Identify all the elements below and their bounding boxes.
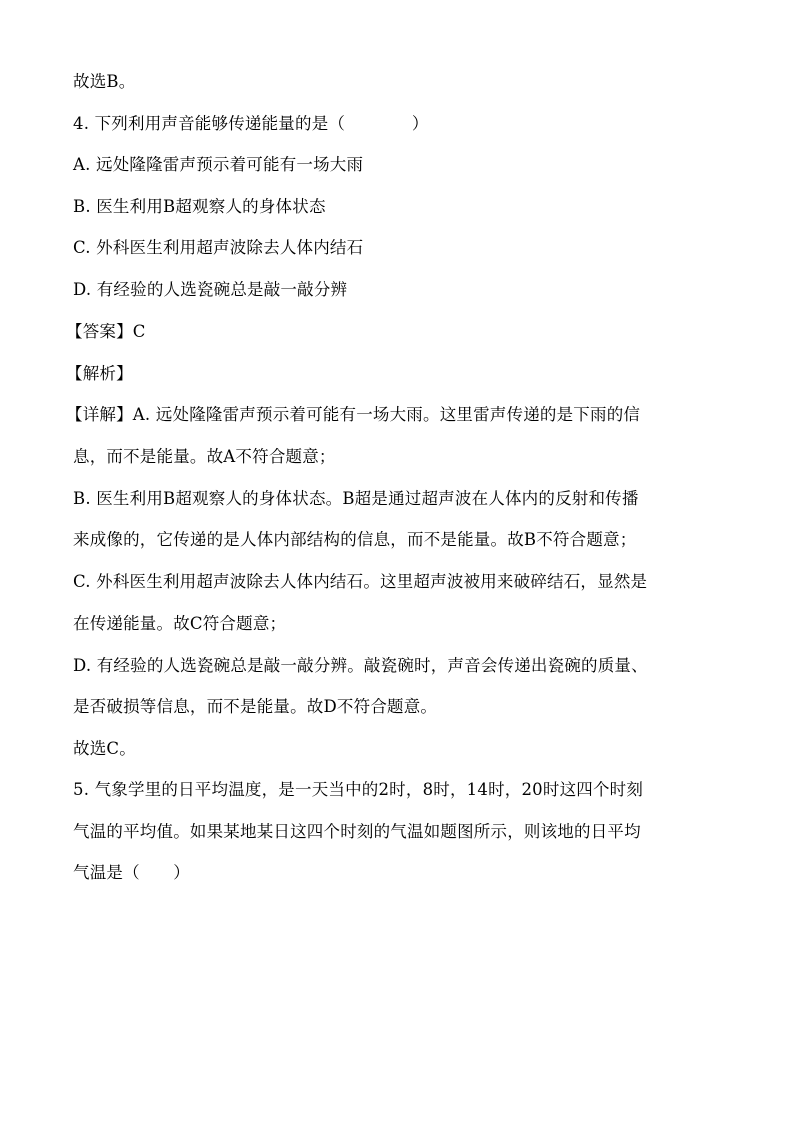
conclusion-q3: 故选B。 [73, 72, 136, 91]
detail-a-line-2: 息，而不是能量。故A不符合题意； [73, 447, 336, 466]
detail-c-line-2: 在传递能量。故C符合题意； [73, 614, 287, 633]
detail-a-line-1: 【详解】A. 远处隆隆雷声预示着可能有一场大雨。这里雷声传递的是下雨的信 [66, 405, 641, 424]
conclusion-q4: 故选C。 [73, 739, 136, 758]
question-4-option-a: A. 远处隆隆雷声预示着可能有一场大雨 [73, 155, 364, 174]
question-4-option-d: D. 有经验的人选瓷碗总是敲一敲分辨 [73, 280, 348, 299]
detail-d-line-2: 是否破损等信息，而不是能量。故D不符合题意。 [73, 697, 438, 716]
question-4-stem: 4. 下列利用声音能够传递能量的是（ ） [73, 114, 429, 133]
detail-b-line-1: B. 医生利用B超观察人的身体状态。B超是通过超声波在人体内的反射和传播 [73, 489, 639, 508]
detail-d-line-1: D. 有经验的人选瓷碗总是敲一敲分辨。敲瓷碗时，声音会传递出瓷碗的质量、 [73, 656, 648, 675]
detail-c-line-1: C. 外科医生利用超声波除去人体内结石。这里超声波被用来破碎结石，显然是 [73, 572, 648, 591]
analysis-label: 【解析】 [66, 364, 133, 383]
question-5-line-1: 5. 气象学里的日平均温度，是一天当中的2时，8时，14时，20时这四个时刻 [73, 780, 644, 799]
question-4-option-c: C. 外科医生利用超声波除去人体内结石 [73, 238, 364, 257]
detail-b-line-2: 来成像的，它传递的是人体内部结构的信息，而不是能量。故B不符合题意； [73, 530, 637, 549]
answer-label: 【答案】C [66, 322, 146, 341]
question-5-line-2: 气温的平均值。如果某地某日这四个时刻的气温如题图所示，则该地的日平均 [73, 822, 641, 841]
question-5-line-3: 气温是（ ） [73, 863, 190, 882]
question-4-option-b: B. 医生利用B超观察人的身体状态 [73, 197, 326, 216]
